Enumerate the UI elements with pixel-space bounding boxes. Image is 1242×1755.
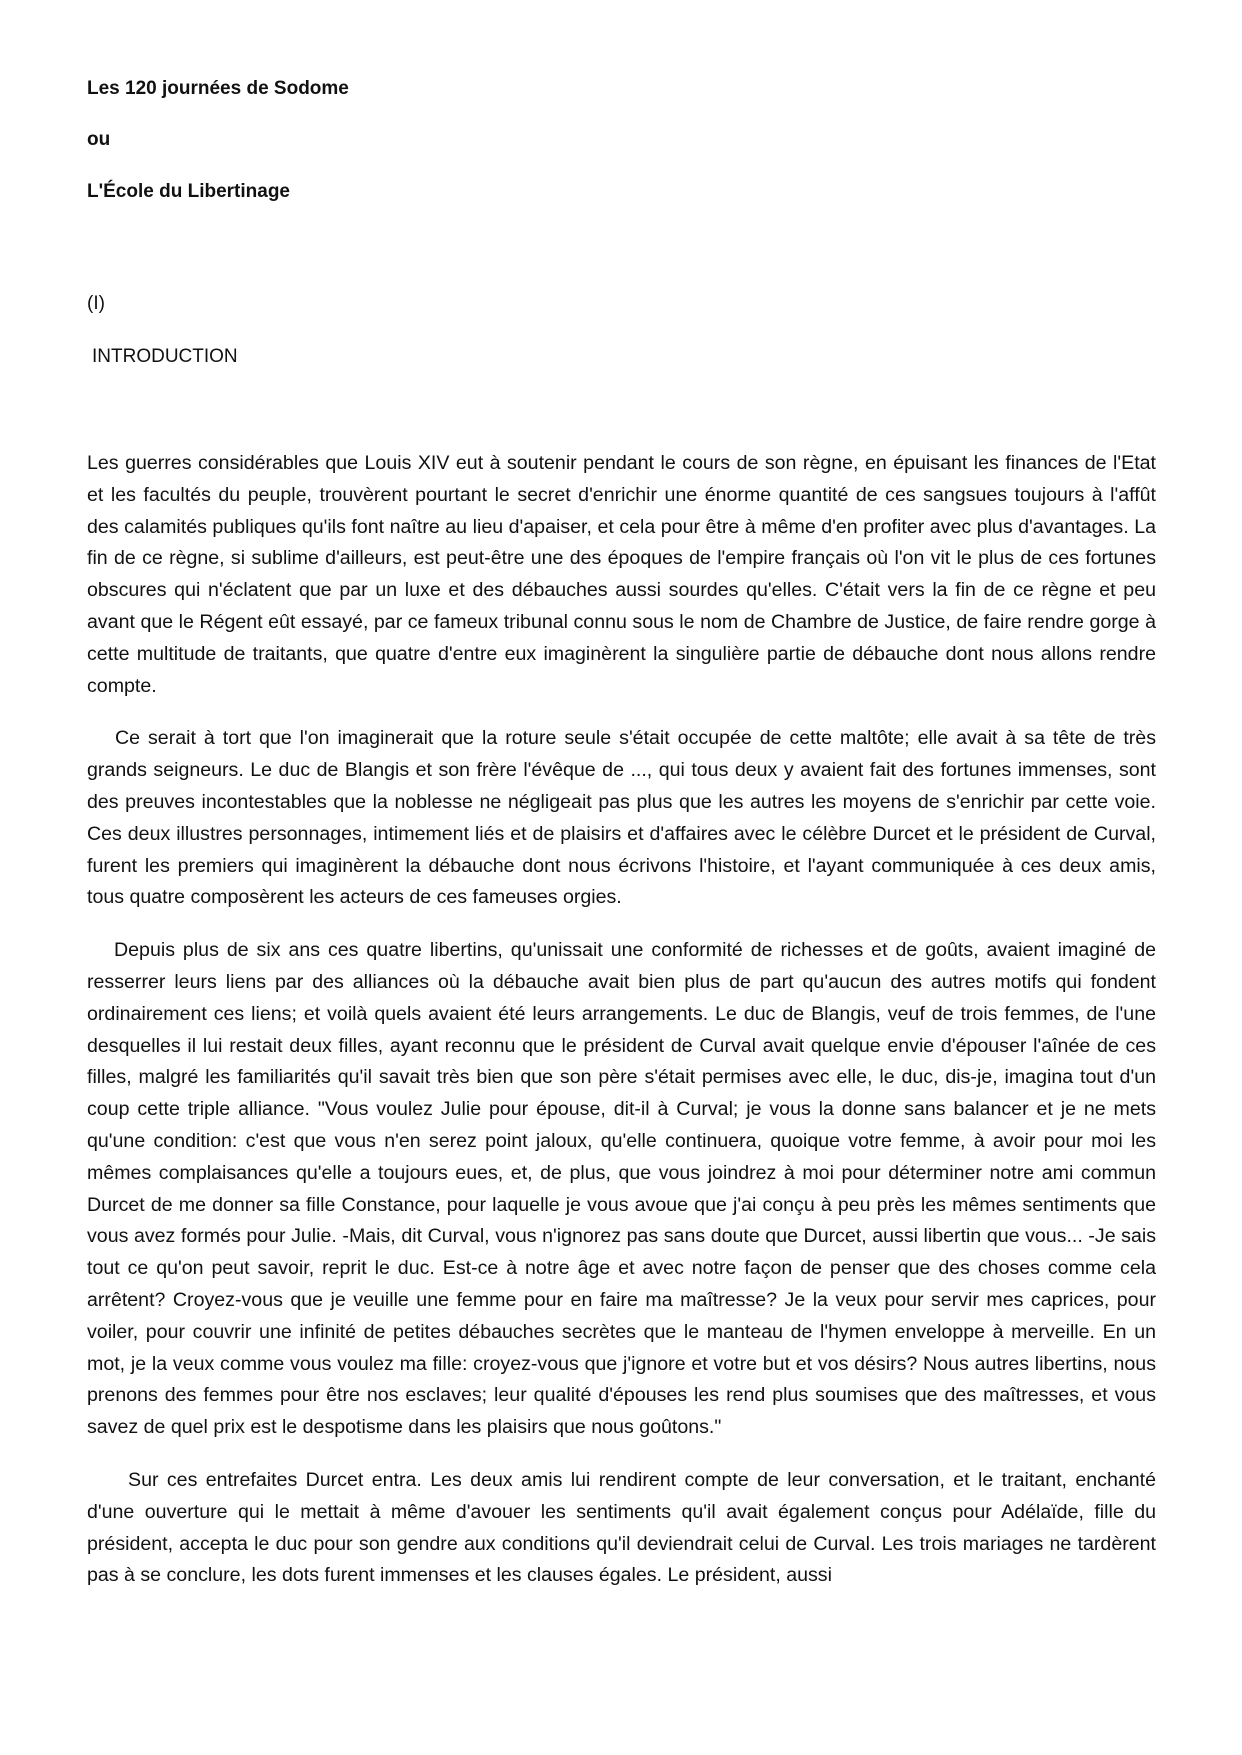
body-text bbox=[87, 448, 1156, 1592]
book-subtitle: L'École du Libertinage bbox=[87, 181, 290, 202]
paragraph-4: Sur ces entrefaites Durcet entra. Les deux amis lui rendirent compte de leur conversation, et le traitant, enchanté d'une ouverture qui le mettait à même d'avouer les sentiments qu'il avait également conçus pour Adélaïde, fille du président, accepta le duc pour son gendre aux conditions qu'il deviendrait celui de Curval. Les trois mariages ne tardèrent pas à se conclure, les dots furent immenses et les clauses égales. Le président, aussi bbox=[87, 1468, 1156, 1587]
paragraph-1: Les guerres considérables que Louis XIV eut à soutenir pendant le cours de son règne, en épuisant les finances de l'Etat et les facultés du peuple, trouvèrent pourtant le secret d'enrichir une énorme quantité de ces sangsues toujours à l'affût des calamités publiques qu'ils font naître au lieu d'apaiser, et cela pour être à même d'en profiter avec plus d'avantages. La fin de ce règne, si sublime d'ailleurs, est peut-être une des époques de l'empire français où l'on vit le plus de ces fortunes obscures qui n'éclatent que par un luxe et des débauches aussi sourdes qu'elles. C'était vers la fin de ce règne et peu avant que le Régent eût essayé, par ce fameux tribunal connu sous le nom de Chambre de Justice, de faire rendre gorge à cette multitude de traitants, que quatre d'entre eux imaginèrent la singulière partie de débauche dont nous allons rendre compte. bbox=[87, 452, 1156, 697]
book-title: Les 120 journées de Sodome bbox=[87, 78, 349, 99]
title-conjunction: ou bbox=[87, 129, 111, 150]
section-heading: INTRODUCTION bbox=[92, 346, 238, 367]
paragraph-2: Ce serait à tort que l'on imaginerait que la roture seule s'était occupée de cette maltôte; elle avait à sa tête de très grands seigneurs. Le duc de Blangis et son frère l'évêque de ..., qui tous deux y avaient fait des fortunes immenses, sont des preuves incontestables que la noblesse ne négligeait pas plus que les autres les moyens de s'enrichir par cette voie. Ces deux illustres personnages, intimement liés et de plaisirs et d'affaires avec le célèbre Durcet et le président de Curval, furent les premiers qui imaginèrent la débauche dont nous écrivons l'histoire, et l'ayant communiquée à ces deux amis, tous quatre composèrent les acteurs de ces fameuses orgies. bbox=[87, 727, 1156, 909]
part-number: (I) bbox=[87, 293, 105, 314]
paragraph-3: Depuis plus de six ans ces quatre libertins, qu'unissait une conformité de richesses et de goûts, avaient imaginé de resserrer leurs liens par des alliances où la débauche avait bien plus de part qu'aucun des autres motifs qui fondent ordinairement ces liens; et voilà quels avaient été leurs arrangements. Le duc de Blangis, veuf de trois femmes, de l'une desquelles il lui restait deux filles, ayant reconnu que le président de Curval avait quelque envie d'épouser l'aînée de ces filles, malgré les familiarités qu'il savait très bien que son père s'était permises avec elle, le duc, dis-je, imagina tout d'un coup cette triple alliance. "Vous voulez Julie pour épouse, dit-il à Curval; je vous la donne sans balancer et je ne mets qu'une condition: c'est que vous n'en serez point jaloux, qu'elle continuera, quoique votre femme, à avoir pour moi les mêmes complaisances qu'elle a toujours eues, et, de plus, que vous joindrez à moi pour déterminer notre ami commun Durcet de me donner sa fille Constance, pour laquelle je vous avoue que j'ai conçu à peu près les mêmes sentiments que vous avez formés pour Julie. -Mais, dit Curval, vous n'ignorez pas sans doute que Durcet, aussi libertin que vous... -Je sais tout ce qu'on peut savoir, reprit le duc. Est-ce à notre âge et avec notre façon de penser que des choses comme cela arrêtent? Croyez-vous que je veuille une femme pour en faire ma maîtresse? Je la veux pour servir mes caprices, pour voiler, pour couvrir une infinité de petites débauches secrètes que le manteau de l'hymen enveloppe à merveille. En un mot, je la veux comme vous voulez ma fille: croyez-vous que j'ignore et votre but et vos désirs? Nous autres libertins, nous prenons des femmes pour être nos esclaves; leur qualité d'épouses les rend plus soumises que des maîtresses, et vous savez de quel prix est le despotisme dans les plaisirs que nous goûtons." bbox=[87, 939, 1156, 1439]
